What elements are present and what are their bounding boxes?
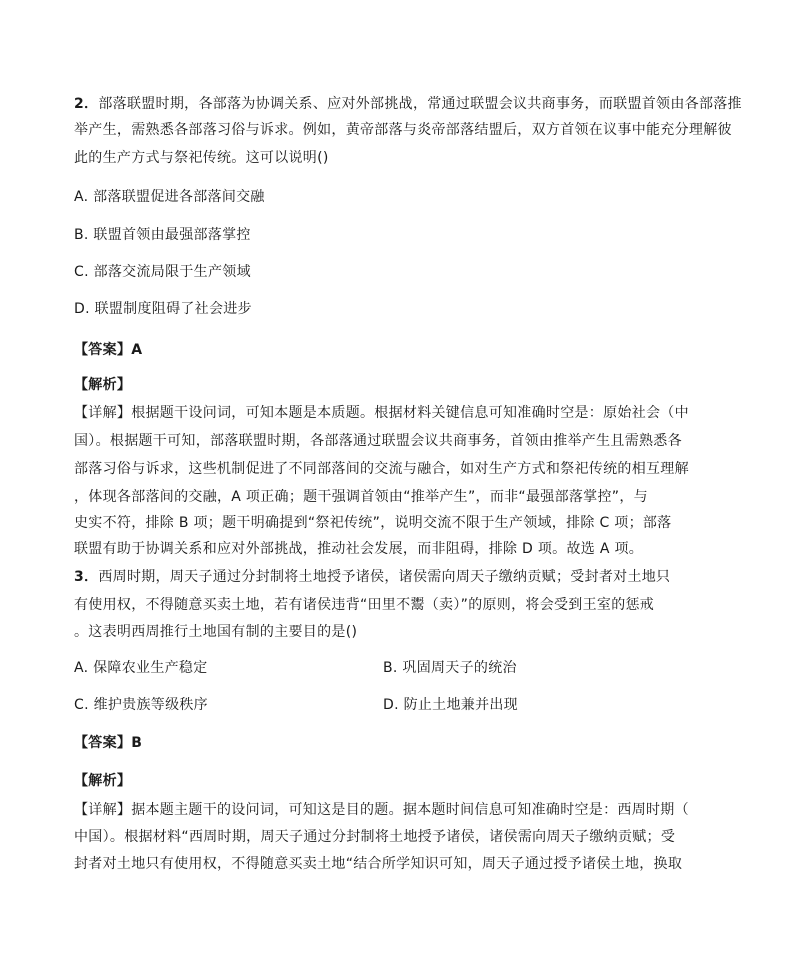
q3-stem-text-1: 西周时期，周天子通过分封制将土地授予诸侯，诸侯需向周天子缴纳贡赋；受封者对土地只 [98, 569, 671, 585]
q3-answer-value: B [131, 735, 143, 751]
q3-analysis-line-2: 中国）。根据材料“西周时期，周天子通过分封制将土地授予诸侯，诸侯需向周天子缴纳贡赋；受 [74, 829, 676, 845]
q2-answer [74, 340, 142, 360]
q3-answer-label: 【答案】 [74, 735, 132, 751]
q2-analysis-label: 【解析】 [74, 377, 132, 393]
q3-analysis-line-1: 【详解】据本题主题干的设问词，可知这是目的题。据本题时间信息可知准确时空是：西周时期（ [74, 802, 689, 818]
q2-option-b: B. 联盟首领由最强部落掌控 [74, 227, 251, 243]
q2-analysis-line-4: ，体现各部落间的交融，A 项正确；题干强调首领由“推举产生”，而非“最强部落掌控”，与 [74, 489, 648, 505]
q3-stem-line-1 [74, 567, 670, 587]
q3-analysis-label: 【解析】 [74, 773, 132, 789]
q3-option-d: D. 防止土地兼并出现 [383, 697, 518, 713]
q3-option-c: C. 维护贵族等级秩序 [74, 697, 208, 713]
q3-stem-line-3: 。这表明西周推行土地国有制的主要目的是() [74, 624, 358, 640]
q2-analysis-line-5: 史实不符，排除 B 项；题干明确提到“祭祀传统”，说明交流不限于生产领域，排除 C 项；部落 [74, 515, 672, 531]
q3-number: 3． [74, 569, 99, 585]
q2-stem-line-1 [74, 94, 742, 114]
q3-analysis-line-3: 封者对土地只有使用权，不得随意买卖土地“结合所学知识可知，周天子通过授予诸侯土地，换取 [74, 856, 683, 872]
q2-number: 2． [74, 96, 99, 112]
q2-option-d: D. 联盟制度阻碍了社会进步 [74, 301, 252, 317]
q2-stem-text-1: 部落联盟时期，各部落为协调关系、应对外部挑战，常通过联盟会议共商事务，而联盟首领由各部落推 [98, 96, 742, 112]
q3-option-a: A. 保障农业生产稳定 [74, 660, 208, 676]
q3-stem-line-2: 有使用权，不得随意买卖土地，若有诸侯违背“田里不鬻（卖）”的原则，将会受到王室的惩戒 [74, 597, 655, 613]
q2-analysis-line-2: 国）。根据题干可知，部落联盟时期，各部落通过联盟会议共商事务，首领由推举产生且需熟悉各 [74, 433, 682, 449]
q2-analysis-line-6: 联盟有助于协调关系和应对外部挑战，推动社会发展，而非阻碍，排除 D 项。故选 A 项。 [74, 541, 644, 557]
q2-option-a: A. 部落联盟促进各部落间交融 [74, 189, 265, 205]
q2-stem-line-3: 此的生产方式与祭祀传统。这可以说明() [74, 150, 329, 166]
q2-answer-value: A [131, 342, 143, 358]
q2-analysis-line-1: 【详解】根据题干设问词，可知本题是本质题。根据材料关键信息可知准确时空是：原始社会（中 [74, 405, 689, 421]
q3-answer [74, 733, 142, 753]
q2-option-c: C. 部落交流局限于生产领域 [74, 264, 251, 280]
q2-stem-line-2: 举产生，需熟悉各部落习俗与诉求。例如，黄帝部落与炎帝部落结盟后，双方首领在议事中能充分理解彼 [74, 122, 732, 138]
q3-option-b: B. 巩固周天子的统治 [383, 660, 517, 676]
q2-analysis-line-3: 部落习俗与诉求，这些机制促进了不同部落间的交流与融合，如对生产方式和祭祀传统的相互理解 [74, 461, 689, 477]
q2-answer-label: 【答案】 [74, 342, 132, 358]
